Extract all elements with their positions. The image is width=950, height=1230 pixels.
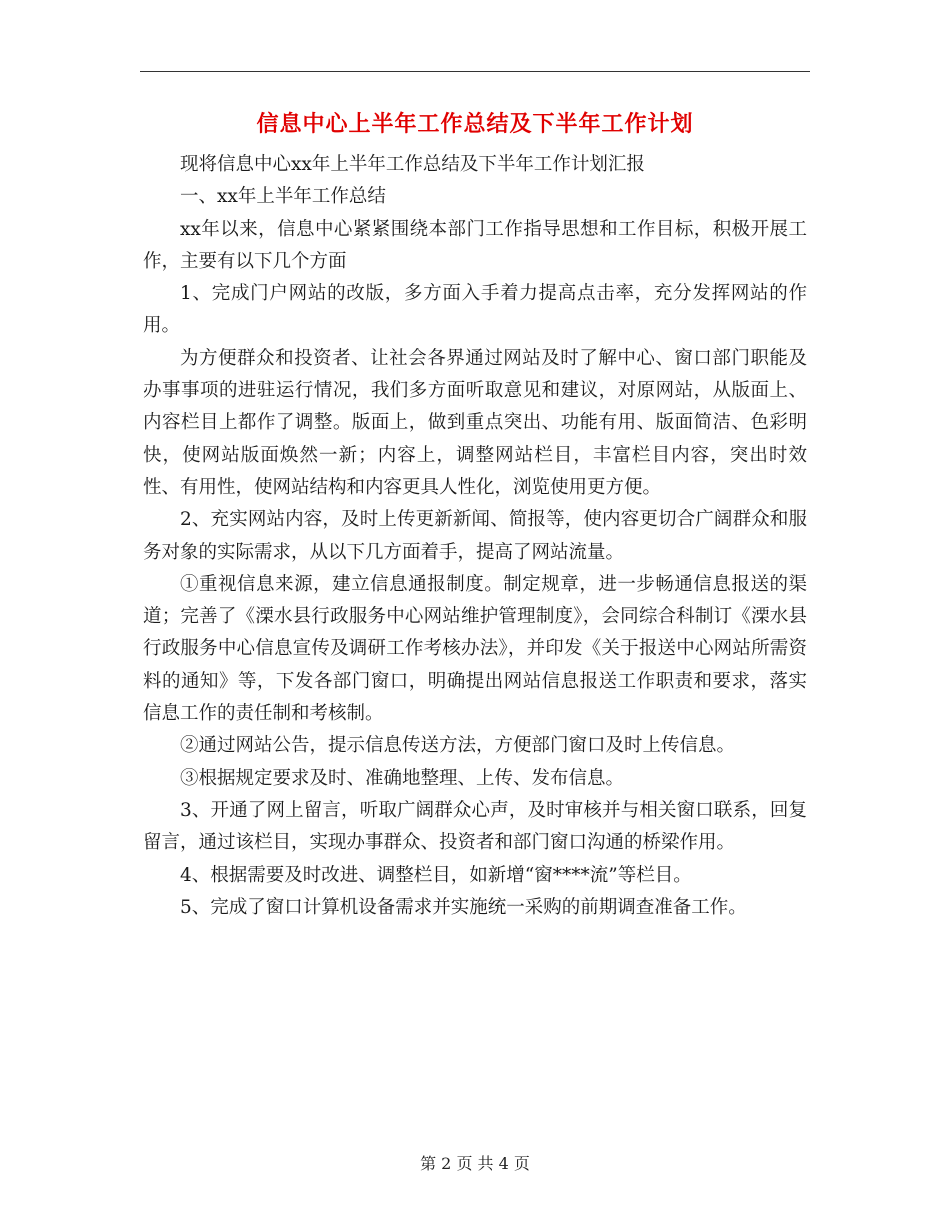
paragraph: ③根据规定要求及时、准确地整理、上传、发布信息。 bbox=[180, 767, 625, 789]
paragraph: 1、完成门户网站的改版，多方面入手着力提高点击率，充分发挥网站的作用。 bbox=[143, 283, 807, 337]
paragraph: 5、完成了窗口计算机设备需求并实施统一采购的前期调查准备工作。 bbox=[180, 896, 747, 918]
paragraph: ①重视信息来源，建立信息通报制度。制定规章，进一步畅通信息报送的渠道；完善了《溧水县行政服务中心网站维护管理制度》，会同综合科制订《溧水县行政服务中心信息宣传及调研工作考核办法》，并印发《关于报送中心网站所需资料的通知》等，下发各部门窗口，明确提出网站信息报送工作职责和要求，落实信息工作的责任制和考核制。 bbox=[143, 573, 807, 725]
paragraph: xx年以来，信息中心紧紧围绕本部门工作指导思想和工作目标，积极开展工作，主要有以下几个方面 bbox=[143, 218, 807, 272]
document-body bbox=[143, 149, 807, 924]
paragraph: 3、开通了网上留言，听取广阔群众心声，及时审核并与相关窗口联系，回复留言，通过该栏目，实现办事群众、投资者和部门窗口沟通的桥梁作用。 bbox=[143, 799, 807, 854]
document-title: 信息中心上半年工作总结及下半年工作计划 bbox=[256, 112, 694, 137]
paragraph: 现将信息中心xx年上半年工作总结及下半年工作计划汇报 bbox=[180, 154, 645, 175]
paragraph: 为方便群众和投资者、让社会各界通过网站及时了解中心、窗口部门职能及办事事项的进驻运行情况，我们多方面听取意见和建议，对原网站，从版面上、内容栏目上都作了调整。版面上，做到重点突出、功能有用、版面简洁、色彩明快，使网站版面焕然一新；内容上，调整网站栏目，丰富栏目内容，突出时效性、有用性，使网站结构和内容更具人性化，浏览使用更方便。 bbox=[143, 347, 807, 498]
page-number-footer: 第 2 页 共 4 页 bbox=[420, 1154, 530, 1173]
header-rule bbox=[140, 71, 810, 72]
paragraph: ②通过网站公告，提示信息传送方法，方便部门窗口及时上传信息。 bbox=[180, 735, 736, 757]
paragraph: 2、充实网站内容，及时上传更新新闻、简报等，使内容更切合广阔群众和服务对象的实际需求，从以下几方面着手，提高了网站流量。 bbox=[143, 509, 807, 563]
paragraph: 4、根据需要及时改进、调整栏目，如新增“窗****流”等栏目。 bbox=[180, 864, 692, 886]
paragraph: 一、xx年上半年工作总结 bbox=[180, 186, 386, 208]
